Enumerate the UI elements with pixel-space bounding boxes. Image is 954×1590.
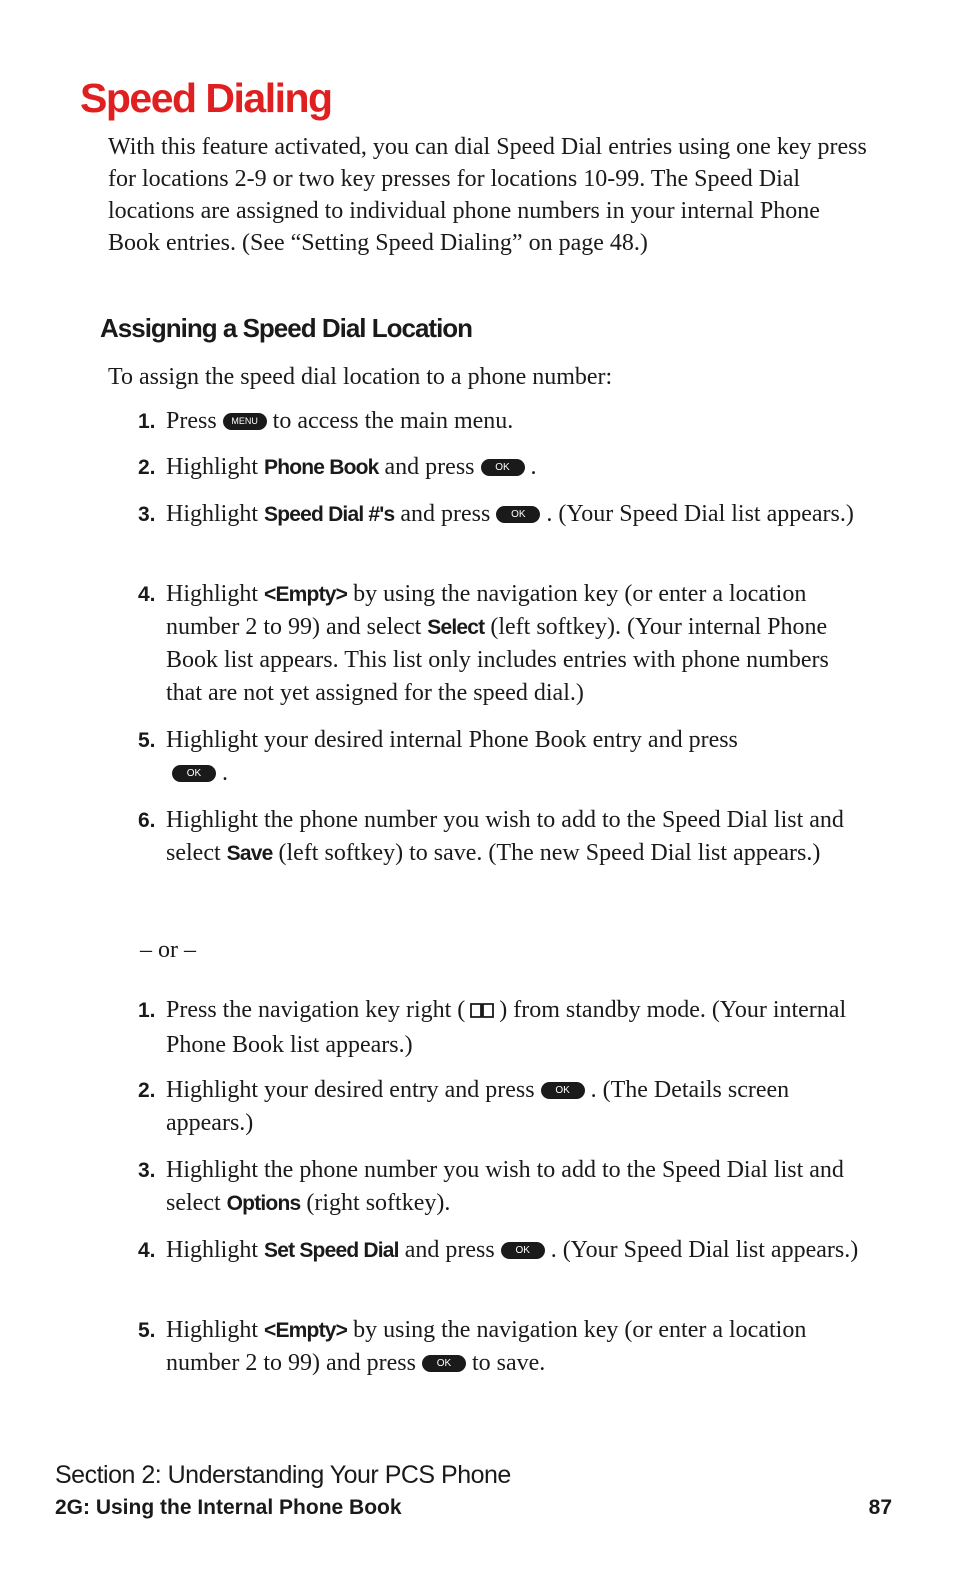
step-b-3 [138,1154,868,1220]
page-number: 87 [868,1496,892,1519]
ok-key-icon: OK [422,1355,466,1372]
step-number: 5. [138,729,156,752]
ok-key-icon: OK [172,765,216,782]
step-text: Highlight [166,1317,259,1343]
step-text: Highlight [166,501,259,527]
ok-key-icon: OK [501,1242,545,1259]
step-number: 6. [138,809,156,832]
step-text: Press [166,408,217,434]
section-heading: Assigning a Speed Dial Location [100,313,473,343]
step-b-2 [138,1074,868,1140]
step-a-3 [138,498,868,531]
step-number: 4. [138,1239,156,1262]
step-b-5 [138,1314,868,1380]
footer-chapter-title: 2G: Using the Internal Phone Book [55,1496,402,1519]
step-number: 3. [138,1159,156,1182]
step-text: . [530,454,537,480]
lead-paragraph: To assign the speed dial location to a phone number: [108,364,613,390]
step-text: . (Your Speed Dial list appears.) [546,501,854,527]
softkey-label: Select [427,616,485,639]
step-number: 2. [138,1079,156,1102]
step-a-6 [138,804,868,870]
step-number: 4. [138,583,156,606]
step-number: 5. [138,1319,156,1342]
step-text: . [222,760,228,786]
menu-key-icon: MENU [223,413,267,430]
or-separator: – or – [140,937,196,963]
step-number: 2. [138,456,156,479]
step-text: Highlight your desired internal Phone Book entry and press [166,727,738,753]
step-text: (right softkey). [306,1190,451,1216]
intro-paragraph: With this feature activated, you can dial Speed Dial entries using one key press for locations 2-9 or two key presses for locations 10-99. The Speed Dial locations are assigned to individual phone numbers in your internal Phone Book entries. (See “Setting Speed Dialing” on page 48.) [108,134,867,256]
step-text: to save. [471,1350,546,1376]
step-a-2 [138,451,868,484]
step-text: Highlight the phone number you wish to add to the Speed Dial list and select [166,1157,844,1216]
step-text: ) from standby mode. (Your internal Phone Book list appears.) [166,997,847,1058]
step-text: and press [404,1237,495,1263]
softkey-label: Options [226,1192,301,1215]
menu-item-label: Set Speed Dial [264,1239,399,1262]
menu-item-label: Speed Dial #'s [264,503,395,526]
step-text: (left softkey). (Your internal Phone Book list appears. This list only includes entries with phone numbers that are not yet assigned for the speed dial.) [166,614,829,706]
step-text: and press [400,501,491,527]
step-number: 1. [138,410,156,433]
ok-key-icon: OK [541,1082,585,1099]
step-text: by using the navigation key (or enter a location number 2 to 99) and select [166,581,807,640]
step-b-4 [138,1234,868,1267]
page-title: Speed Dialing [80,75,332,121]
step-number: 1. [138,999,156,1022]
menu-item-label: Phone Book [264,456,379,479]
step-text: Highlight the phone number you wish to add to the Speed Dial list and select [166,807,844,866]
step-a-4 [138,578,868,710]
footer-section-title: Section 2: Understanding Your PCS Phone [55,1461,511,1489]
softkey-label: Save [226,842,273,865]
phone-book-icon [469,996,495,1029]
step-text: . (The Details screen appears.) [166,1077,790,1136]
menu-item-label: <Empty> [264,1319,348,1342]
ok-key-icon: OK [481,459,525,476]
step-text: and press [384,454,475,480]
menu-item-label: <Empty> [264,583,348,606]
step-text: Press the navigation key right ( [166,997,466,1023]
step-text: to access the main menu. [272,408,514,434]
step-text: Highlight [166,454,259,480]
step-a-1 [138,405,868,438]
step-a-5 [138,724,868,790]
step-text: (left softkey) to save. (The new Speed Dial list appears.) [278,840,821,866]
step-text: Highlight [166,581,259,607]
step-text: . (Your Speed Dial list appears.) [550,1237,859,1263]
step-b-1 [138,994,868,1062]
ok-key-icon: OK [496,506,540,523]
step-number: 3. [138,503,156,526]
step-text: by using the navigation key (or enter a location number 2 to 99) and press [166,1317,807,1376]
step-text: Highlight [166,1237,259,1263]
step-text: Highlight your desired entry and press [166,1077,535,1103]
